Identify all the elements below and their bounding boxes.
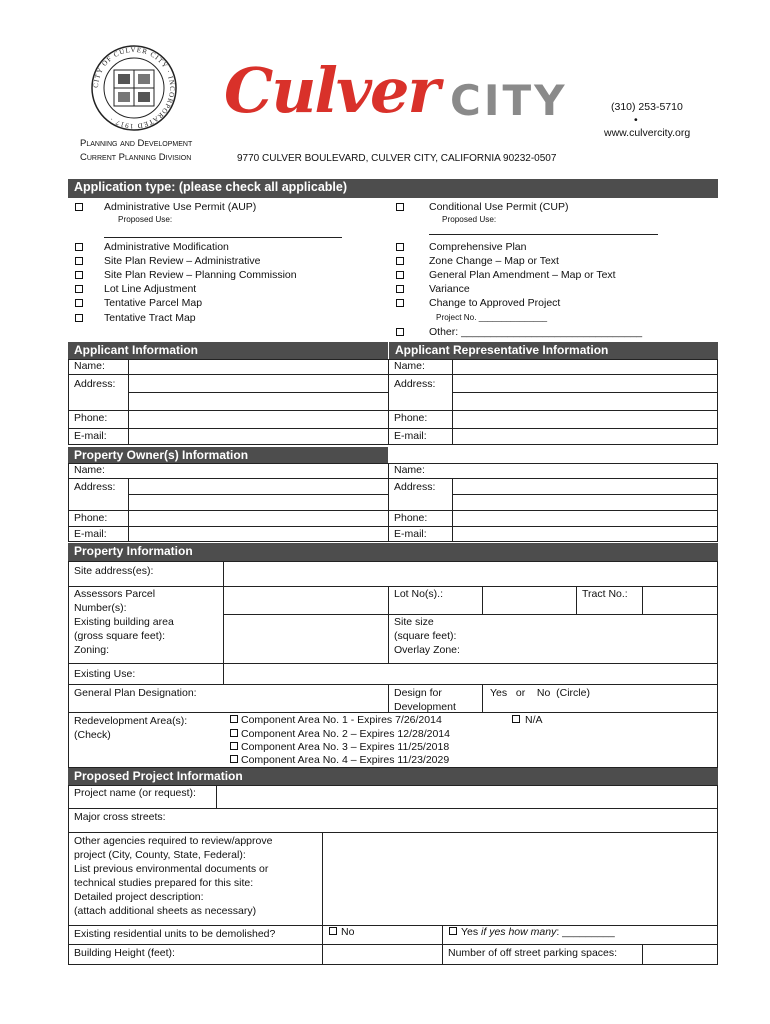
aup-proposed-use-line[interactable] [104, 237, 342, 238]
demolished-yes-how-many: if yes how many [481, 926, 557, 938]
lot-line-checkbox[interactable] [75, 285, 83, 293]
component-area-4[interactable] [230, 754, 449, 767]
lot-line-label: Lot Line Adjustment [104, 283, 197, 295]
owner1-phone-label: Phone: [74, 512, 108, 524]
apn-input[interactable] [224, 587, 387, 614]
component-area-1-checkbox[interactable] [230, 715, 238, 723]
gp-amendment-checkbox[interactable] [396, 271, 404, 279]
component-area-3-label: Component Area No. 3 – Expires 11/25/2018 [241, 741, 450, 753]
culver-city-logo [224, 52, 584, 132]
applicant-email-input[interactable] [129, 429, 387, 445]
rep-phone-input[interactable] [453, 411, 717, 428]
zone-change-checkbox[interactable] [396, 257, 404, 265]
tract-no-input[interactable] [643, 587, 717, 614]
owner1-address-label: Address: [74, 481, 116, 493]
comprehensive-plan-label: Comprehensive Plan [429, 241, 527, 253]
other-agencies-label: Other agencies required to review/approve project (City, County, State, Federal): [74, 835, 273, 861]
apn-label: Assessors Parcel Number(s): [74, 588, 156, 614]
applicant-email-label: E-mail: [74, 430, 107, 442]
demolished-yes-option[interactable] [449, 926, 615, 939]
parcel-map-checkbox[interactable] [75, 299, 83, 307]
city-seal [90, 44, 178, 132]
aup-checkbox[interactable] [75, 203, 83, 211]
project-name-label: Project name (or request): [74, 787, 196, 799]
applicant-rep-header: Applicant Representative Information [389, 342, 718, 359]
city-address: 9770 CULVER BOULEVARD, CULVER CITY, CALIFORNIA 90232-0507 [237, 153, 557, 164]
logo-city-text: CITY [450, 76, 568, 125]
owner1-email-input[interactable] [129, 527, 387, 542]
building-area-label: Existing building area (gross square feet): [74, 616, 174, 642]
demolished-no-option[interactable] [329, 926, 354, 939]
tract-no-label: Tract No.: [582, 588, 628, 600]
owner2-email-input[interactable] [453, 527, 717, 542]
demolished-label: Existing residential units to be demolished? [74, 928, 276, 940]
component-area-2-checkbox[interactable] [230, 729, 238, 737]
building-height-label: Building Height (feet): [74, 947, 175, 959]
comprehensive-plan-checkbox[interactable] [396, 243, 404, 251]
owner2-address-label: Address: [394, 481, 436, 493]
owner1-name-label: Name: [74, 464, 105, 476]
property-owner-header: Property Owner(s) Information [68, 447, 388, 463]
aup-proposed-use-label: Proposed Use: [118, 215, 173, 224]
project-details-input[interactable] [323, 833, 717, 925]
overlay-zone-label: Overlay Zone: [394, 644, 460, 656]
site-size-label: Site size (square feet): [394, 616, 457, 642]
cross-streets-label: Major cross streets: [74, 811, 166, 823]
admin-modification-label: Administrative Modification [104, 241, 229, 253]
spr-commission-checkbox[interactable] [75, 271, 83, 279]
svg-text:CITY OF CULVER CITY · INCORPOR: CITY OF CULVER CITY · INCORPORATED 1917 · [91, 45, 177, 131]
applicant-name-input[interactable] [129, 360, 387, 374]
variance-label: Variance [429, 283, 470, 295]
yes-no-circle-option[interactable]: Yes or No (Circle) [490, 687, 590, 699]
cup-checkbox[interactable] [396, 203, 404, 211]
parcel-map-label: Tentative Parcel Map [104, 297, 203, 309]
change-approved-checkbox[interactable] [396, 299, 404, 307]
rep-phone-label: Phone: [394, 412, 428, 424]
redevelopment-label: Redevelopment Area(s): (Check) [74, 715, 188, 741]
component-area-4-checkbox[interactable] [230, 755, 238, 763]
tract-map-label: Tentative Tract Map [104, 312, 196, 324]
contact-bullet: • [634, 114, 638, 126]
owner1-address-input[interactable] [129, 479, 387, 510]
tract-map-checkbox[interactable] [75, 314, 83, 322]
owner2-email-label: E-mail: [394, 528, 427, 540]
change-approved-label: Change to Approved Project [429, 297, 561, 309]
gp-designation-label: General Plan Designation: [74, 687, 197, 699]
rep-name-label: Name: [394, 360, 425, 372]
component-area-1[interactable] [230, 714, 442, 727]
project-description-label: Detailed project description: (attach additional sheets as necessary) [74, 891, 257, 917]
component-area-3-checkbox[interactable] [230, 742, 238, 750]
lot-nos-input[interactable] [483, 587, 575, 614]
department-line-2: Current Planning Division [80, 152, 192, 163]
admin-modification-checkbox[interactable] [75, 243, 83, 251]
spr-admin-label: Site Plan Review – Administrative [104, 255, 261, 267]
rep-name-input[interactable] [453, 360, 717, 374]
department-line-1: Planning and Development [80, 138, 193, 149]
application-type-header: Application type: (please check all applicable) [68, 179, 718, 198]
owner2-address-input[interactable] [453, 479, 717, 510]
applicant-info-header: Applicant Information [68, 342, 388, 359]
demolished-yes-prefix: Yes [461, 926, 482, 938]
component-area-2-label: Component Area No. 2 – Expires 12/28/2014 [241, 728, 450, 740]
component-area-1-label: Component Area No. 1 - Expires 7/26/2014 [241, 714, 442, 726]
cup-label: Conditional Use Permit (CUP) [429, 201, 569, 213]
other-label[interactable]: Other: _______________________________ [429, 326, 643, 338]
spr-admin-checkbox[interactable] [75, 257, 83, 265]
other-checkbox[interactable] [396, 328, 404, 336]
na-checkbox[interactable] [512, 715, 520, 723]
site-address-input[interactable] [224, 562, 717, 586]
demolished-yes-suffix: : _________ [556, 926, 615, 938]
na-option[interactable] [512, 714, 543, 727]
na-label: N/A [525, 714, 543, 726]
zone-change-label: Zone Change – Map or Text [429, 255, 559, 267]
owner1-phone-input[interactable] [129, 511, 387, 526]
property-info-header: Property Information [68, 543, 718, 561]
spr-commission-label: Site Plan Review – Planning Commission [104, 269, 297, 281]
component-area-3[interactable] [230, 741, 449, 754]
project-number-field[interactable]: Project No. _______________ [436, 313, 548, 322]
component-area-2[interactable] [230, 728, 450, 741]
design-development-label: Design for Development [394, 687, 456, 713]
proposed-project-header: Proposed Project Information [68, 768, 718, 785]
parking-spaces-label: Number of off street parking spaces: [448, 947, 618, 959]
variance-checkbox[interactable] [396, 285, 404, 293]
rep-email-input[interactable] [453, 429, 717, 445]
logo-culver-text: Culver [224, 54, 439, 127]
contact-phone: (310) 253-5710 [611, 101, 683, 113]
existing-use-input[interactable] [224, 664, 717, 684]
env-documents-label: List previous environmental documents or technical studies prepared for this site: [74, 863, 269, 889]
parking-spaces-input[interactable] [643, 945, 717, 965]
site-address-label: Site address(es): [74, 565, 154, 577]
aup-label: Administrative Use Permit (AUP) [104, 201, 257, 213]
gp-amendment-label: General Plan Amendment – Map or Text [429, 269, 616, 281]
building-height-input[interactable] [323, 945, 441, 965]
cup-proposed-use-label: Proposed Use: [442, 215, 497, 224]
cross-streets-input[interactable] [69, 822, 717, 832]
component-area-4-label: Component Area No. 4 – Expires 11/23/2029 [241, 754, 450, 766]
existing-use-label: Existing Use: [74, 668, 136, 680]
owner2-phone-label: Phone: [394, 512, 428, 524]
owner2-name-label: Name: [394, 464, 425, 476]
owner1-email-label: E-mail: [74, 528, 107, 540]
rep-email-label: E-mail: [394, 430, 427, 442]
zoning-label: Zoning: [74, 644, 110, 656]
demolished-no-label: No [341, 926, 355, 938]
owner2-phone-input[interactable] [453, 511, 717, 526]
gp-designation-input[interactable] [224, 685, 387, 712]
rep-address-label: Address: [394, 378, 436, 390]
cup-proposed-use-line[interactable] [429, 234, 658, 235]
applicant-address-input[interactable] [129, 375, 387, 410]
contact-website[interactable]: www.culvercity.org [604, 127, 691, 139]
applicant-name-label: Name: [74, 360, 105, 372]
applicant-phone-label: Phone: [74, 412, 108, 424]
project-name-input[interactable] [217, 786, 717, 808]
applicant-address-label: Address: [74, 378, 116, 390]
demolished-no-checkbox[interactable] [329, 927, 337, 935]
rep-address-input[interactable] [453, 375, 717, 410]
demolished-yes-checkbox[interactable] [449, 927, 457, 935]
lot-nos-label: Lot No(s).: [394, 588, 444, 600]
applicant-phone-input[interactable] [129, 411, 387, 428]
